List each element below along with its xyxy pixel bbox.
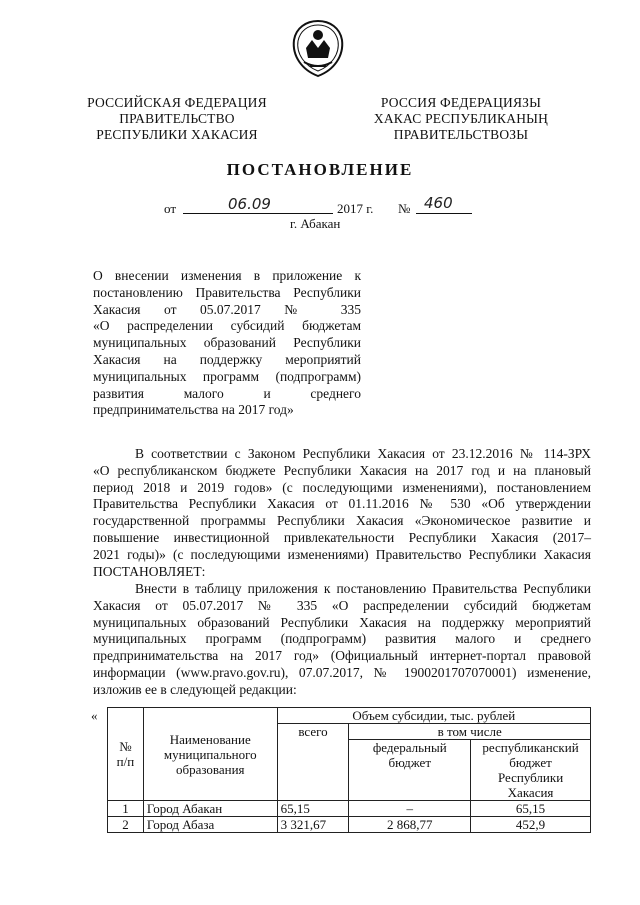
header-federal: федеральный бюджет	[349, 740, 471, 801]
khakassia-coat-of-arms-icon	[290, 18, 346, 80]
header-right: РОССИЯ ФЕДЕРАЦИЯЗЫ ХАКАС РЕСПУБЛИКАНЫҢ ПРАВИТЕЛЬСТВОЗЫ	[373, 95, 549, 142]
table-header-row	[108, 708, 591, 724]
handwritten-date: 06.09	[228, 195, 271, 213]
paragraph-basis: В соответствии с Законом Республики Хакасия от 23.12.2016 № 114-ЗРХ «О республиканском бюджете Республики Хакасия на 2017 год и на плановый период 2018 и 2019 годов» (с последующими изменениями), постановлением Правительства Республики Хакасия от 01.11.2016 № 530 «Об утверждении государственной программы Республики Хакасия «Экономическое развитие и повышение инвестиционной привлекательности Республики Хакасия (2017– 2021 годы)» (с последующими изменениями) Правительство Республики Хакасия ПОСТАНОВЛЯЕТ:	[93, 446, 591, 579]
header-subgroup: в том числе	[349, 724, 591, 740]
paragraph-resolution: Внести в таблицу приложения к постановлению Правительства Республики Хакасия от 05.07.2017 № 335 «О распределении субсидий бюджетам муниципальных образований Республики Хакасия на поддержку мероприятий муниципальных программ (подпрограмм) развития малого и среднего предпринимательства на 2017 год» (Официальный интернет-портал правовой информации (www.pravo.gov.ru), 07.07.2017, № 1900201707070001) изменение, изложив ее в следующей редакции:	[93, 581, 591, 697]
header-left: РОССИЙСКАЯ ФЕДЕРАЦИЯ ПРАВИТЕЛЬСТВО РЕСПУБЛИКИ ХАКАСИЯ	[87, 95, 267, 142]
subsidies-table	[107, 707, 591, 833]
opening-quote: «	[91, 708, 98, 723]
table-row: 1 Город Абакан 65,15 – 65,15	[108, 801, 591, 817]
header-republic: республиканский бюджет Республики Хакасия	[471, 740, 591, 801]
handwritten-number: 460	[424, 194, 453, 212]
header-group: Объем субсидии, тыс. рублей	[277, 708, 590, 724]
header-num: № п/п	[108, 708, 144, 801]
city-label: г. Абакан	[290, 216, 341, 231]
document-type-title: ПОСТАНОВЛЕНИЕ	[226, 160, 414, 179]
header-name: Наименование муниципального образования	[143, 708, 277, 801]
table-row: 2 Город Абаза 3 321,67 2 868,77 452,9	[108, 817, 591, 833]
subject-block: О внесении изменения в приложение к постановлению Правительства Республики Хакасия от 05.07.2017 № 335 «О распределении субсидий бюджетам муниципальных образований Республики Хакасия на поддержку мероприятий муниципальных программ (подпрограмм) развития малого и среднего предпринимательства на 2017 год»	[93, 268, 361, 418]
header-total: всего	[277, 724, 349, 801]
